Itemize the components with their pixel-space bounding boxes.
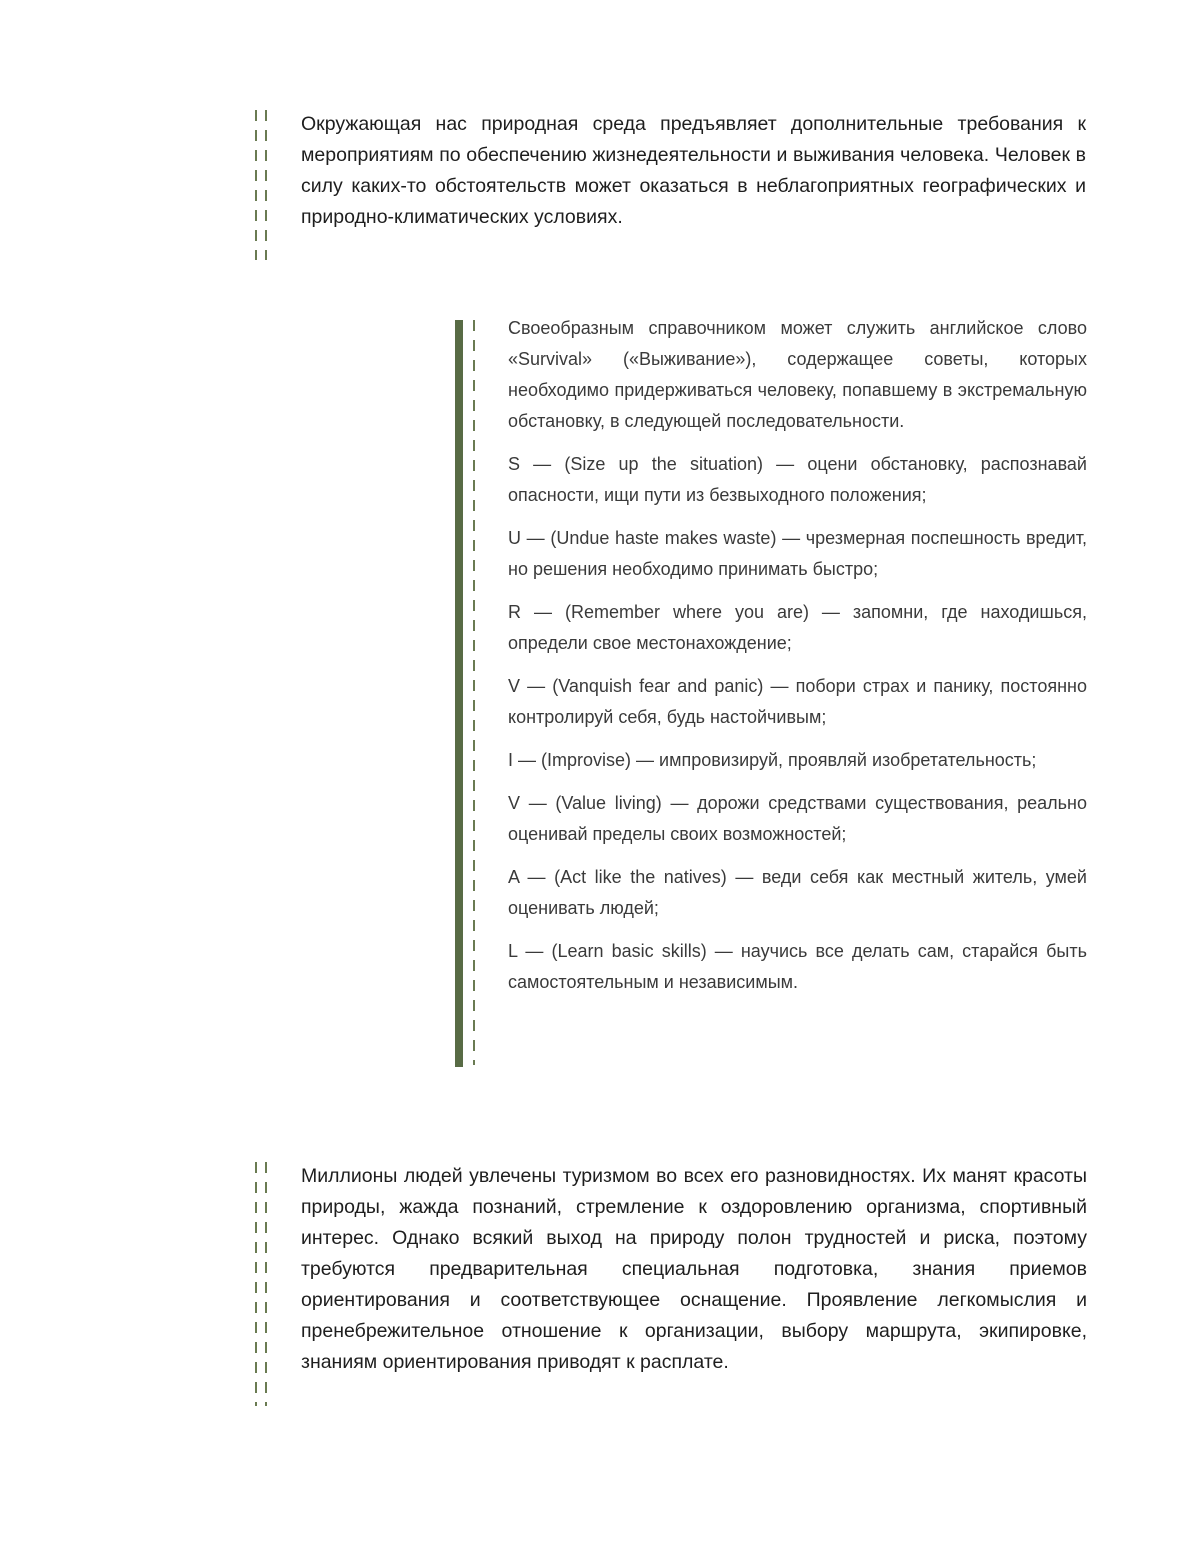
top-marker-line-right: [265, 110, 267, 260]
closing-paragraph: Миллионы людей увлечены туризмом во всех его разновидностях. Их манят красоты природы, жажда познаний, стремление к оздоровлению организма, спортивный интерес. Однако всякий выход на природу полон трудностей и риска, поэтому требуются предварительная специальная подготовка, знания приемов ориентирования и соответствующее оснащение. Проявление легкомыслия и пренебрежительное отношение к организации, выбору маршрута, экипировке, знаниям ориентирования приводят к расплате.: [301, 1165, 1087, 1373]
quote-item: U — (Undue haste makes waste) — чрезмерная поспешность вредит, но решения необходимо принимать быстро;: [508, 528, 1087, 579]
quote-item: A — (Act like the natives) — веди себя как местный житель, умей оценивать людей;: [508, 867, 1087, 918]
bottom-margin-marker: [255, 1162, 271, 1406]
bottom-marker-line-left: [255, 1162, 257, 1406]
top-marker-line-left: [255, 110, 257, 260]
quote-accent-bar: [455, 320, 463, 1067]
quote-block: [508, 313, 1087, 1010]
quote-item: S — (Size up the situation) — оцени обстановку, распознавай опасности, ищи пути из безвыходного положения;: [508, 454, 1087, 505]
quote-item: L — (Learn basic skills) — научись все делать сам, старайся быть самостоятельным и независимым.: [508, 941, 1087, 992]
quote-item: R — (Remember where you are) — запомни, где находишься, определи свое местонахождение;: [508, 602, 1087, 653]
quote-item: V — (Value living) — дорожи средствами существования, реально оценивай пределы своих возможностей;: [508, 793, 1087, 844]
bottom-marker-line-right: [265, 1162, 267, 1406]
intro-paragraph: Окружающая нас природная среда предъявляет дополнительные требования к мероприятиям по обеспечению жизнедеятельности и выживания человека. Человек в силу каких-то обстоятельств может оказаться в неблагоприятных географических и природно-климатических условиях.: [301, 113, 1086, 228]
quote-item: I — (Improvise) — импровизируй, проявляй изобретательность;: [508, 750, 1037, 770]
quote-dashed-line: [473, 320, 475, 1065]
quote-lead: Своеобразным справочником может служить английское слово «Survival» («Выживание»), содержащее советы, которых необходимо придерживаться человеку, попавшему в экстремальную обстановку, в следующей последовательности.: [508, 318, 1087, 431]
quote-item: V — (Vanquish fear and panic) — побори страх и панику, постоянно контролируй себя, будь настойчивым;: [508, 676, 1087, 727]
top-margin-marker: [255, 110, 271, 260]
